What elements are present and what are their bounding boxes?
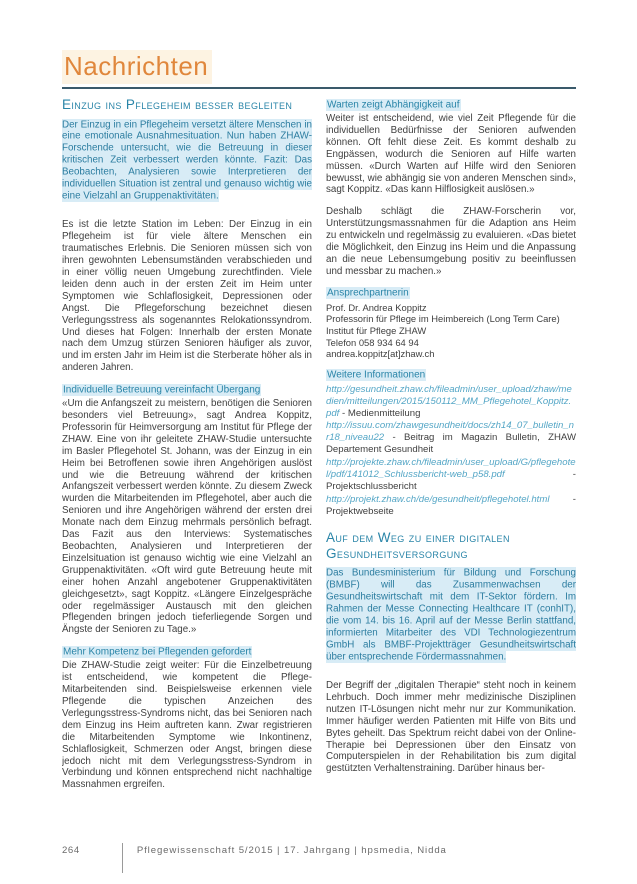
content-columns <box>62 97 576 841</box>
article1-subheading-1: Individuelle Betreuung vereinfacht Übergang <box>63 384 261 396</box>
link-label: - Beitrag im Magazin Bulletin, ZHAW Departement Gesundheit <box>326 432 576 456</box>
section-title-wrap <box>62 50 576 84</box>
page-title: Nachrichten <box>62 50 212 84</box>
title-rule <box>62 87 576 89</box>
article1-subheading-2: Mehr Kompetenz bei Pflegenden gefordert <box>63 646 252 658</box>
links-block <box>326 384 576 518</box>
link-item-bulletin <box>326 420 576 456</box>
article2-heading: Auf dem Weg zu einer digitalen Gesundheitsversorgung <box>326 529 510 561</box>
link-url[interactable]: http://issuu.com/zhawgesundheit/docs/zh14_07_bulletin_nr18_niveau22 <box>326 420 575 444</box>
article1-paragraph-5: Deshalb schlägt die ZHAW-Forscherin vor, Unterstützungsmassnahmen für die Adaption ans Heim zu entwickeln und regelmässig zu evaluieren. «Das bietet die Möglichkeit, den Einzug ins Heim und die Anpassung an die neue Lebensumgebung positiv zu beeinflussen und messbar zu machen.» <box>326 206 576 277</box>
links-heading: Weitere Informationen <box>327 369 426 381</box>
article2-paragraph-1: Der Begriff der „digitalen Therapie“ steht noch in keinem Lehrbuch. Doch immer mehr medizinische Disziplinen nutzen IT-Lösungen nicht mehr nur zur Kommunikation. Immer häufiger werden Patienten mit Hilfe von Bits und Bytes geheilt. Das Spektrum reicht dabei von der Online-Therapie bei Depressionen über den Einsatz von Computerspielen in der Rehabilitation bis zum digital gestützten Verhaltenstraining. Darüber hinaus ber- <box>326 679 576 775</box>
article1-paragraph-1: Es ist die letzte Station im Leben: Der Einzug in ein Pflegeheim ist für viele ältere Menschen ein traumatisches Erlebnis. Die Senioren müssen sich von ihren gewohnten Lebensumständen verabschieden und in einer völlig neuen Umgebung zurechtfinden. Viele leiden denn auch in der ersten Zeit im Heim unter Symptomen wie Schlaflosigkeit, Depressionen oder Angst. Die Pflegeforschung bezeichnet diesen Verlegungsstress als sogenanntes Relokationssyndrom. Und dieses hat Folgen: Innerhalb der ersten Monate nach dem Umzug stürzen Senioren häufiger als zuvor, und im ersten Jahr im Heim ist die Sterberate höher als in anderen Jahren. <box>62 219 312 374</box>
link-item-schlussbericht <box>326 457 576 493</box>
journal-info: Pflegewissenschaft 5/2015 | 17. Jahrgang | hpsmedia, Nidda <box>136 845 447 856</box>
footer-divider <box>122 843 123 873</box>
link-item-projektwebseite <box>326 494 576 518</box>
link-label: - Projektschlussbericht <box>326 469 576 492</box>
page-number: 264 <box>62 845 80 856</box>
contact-email[interactable]: andrea.koppitz[at]zhaw.ch <box>326 348 435 360</box>
link-label: - Projektwebseite <box>326 493 576 517</box>
contact-institute: Institut für Pflege ZHAW <box>326 324 427 336</box>
article2-lead: Das Bundesministerium für Bildung und Forschung (BMBF) will das Zusammenwachsen der Gesundheitswirtschaft mit dem IT-Sektor fördern. Im Rahmen der Messe Connecting Healthcare IT (conhIT), die vom 14. bis 16. April auf der Messe Berlin stattfand, informierten Mitarbeiter des VDI Technologiezentrum GmbH als BMBF-Projektträger Gesundheitswirtschaft über entsprechende Fördermassnahmen. <box>326 567 576 663</box>
article1-subheading-3: Warten zeigt Abhängigkeit auf <box>327 99 460 110</box>
link-url[interactable]: http://projekt.zhaw.ch/de/gesundheit/pflegehotel.html <box>326 493 550 505</box>
right-column <box>326 97 576 841</box>
article1-heading: Einzug ins Pflegeheim besser begleiten <box>62 97 293 112</box>
article1-paragraph-3: Die ZHAW-Studie zeigt weiter: Für die Einzelbetreuung ist entscheidend, wie kompetent die Pflege-Mitarbeitenden sind. Beispielsweise erkennen viele Pflegende die typischen Anzeichen des Verlegungsstress-Syndroms nicht, das bei Senioren nach dem Einzug ins Heim auftreten kann. Zwar registrieren die Mitarbeitenden Symptome wie Inkontinenz, Schlaflosigkeit, Schmerzen oder Angst, bringen diese jedoch nicht mit dem Verlegungsstress-Syndrom in Verbindung und können entsprechend nicht nachhaltige Massnahmen ergreifen. <box>62 660 312 791</box>
link-label: - Medienmitteilung <box>342 407 421 419</box>
contact-role: Professorin für Pflege im Heimbereich (Long Term Care) <box>326 313 560 325</box>
contact-phone: Telefon 058 934 64 94 <box>326 336 419 348</box>
article1-paragraph-2: «Um die Anfangszeit zu meistern, benötigen die Senioren besonders viel Betreuung», sagt Andrea Koppitz, Professorin für Heimversorgung am Institut für Pflege der ZHAW. Eine von ihr geleitete ZHAW-Studie untersuchte im Basler Pflegehotel St. Johann, was der Einzug in ein Heim bei Betroffenen sowie ihren Angehörigen auslöst und wie die Betreuung während der kritischen Anfangszeit verbessert werden könnte. Zu diesem Zweck wurden die Mitarbeitenden im Pflegehotel, aber auch die Senioren und ihre Angehörigen während der ersten drei Monate nach dem Einzug mehrmals persönlich befragt. Das Fazit aus den Interviews: Systematisches Beobachten, Analysieren und Interpretieren der Einzelsituation ist genauso wichtig wie eine Vielzahl an Gruppenaktivitäten. «Oft wird gute Betreuung heute mit einer hohen Anzahl angebotener Gruppenaktivitäten gleichgesetzt», sagt Koppitz. «Längere Einzelgespräche oder regelmässiger Austausch mit den gleichen Pflegenden bringen jedoch tieferliegende Sorgen und Ängste der Senioren zu Tage.» <box>62 398 312 636</box>
contact-name: Prof. Dr. Andrea Koppitz <box>326 301 427 313</box>
page-footer <box>62 843 576 875</box>
left-column <box>62 97 312 841</box>
article1-lead: Der Einzug in ein Pflegeheim versetzt ältere Menschen in eine emotionale Ausnahmesituation. Nun haben ZHAW-Forschende untersucht, wie die Betreuung in dieser kritischen Zeit verbessert werden könnte. Fazit: Das Beobachten, Analysieren sowie Interpretieren der individuellen Situation ist zentral und genauso wichtig wie eine Vielzahl an Gruppenaktivitäten. <box>62 119 312 202</box>
link-item-medienmitteilung <box>326 384 576 420</box>
contact-heading: Ansprechpartnerin <box>327 287 409 299</box>
link-url[interactable]: http://gesundheit.zhaw.ch/fileadmin/user_upload/zhaw/medien/mitteilungen/2015/150112_MM_Pflegehotel_Koppitz.pdf <box>326 383 572 419</box>
article1-paragraph-4: Weiter ist entscheidend, wie viel Zeit Pflegende für die individuellen Bedürfnisse der Senioren aufwenden können. Oft fehlt diese Zeit. Es kommt deshalb zu Engpässen, wodurch die Senioren auf Hilfe warten müssen. «Durch Warten auf Hilfe wird den Senioren bewusst, wie abhängig sie von anderen Menschen sind», sagt Koppitz. «Das kann Hilflosigkeit auslösen.» <box>326 113 576 196</box>
link-url[interactable]: http://projekte.zhaw.ch/fileadmin/user_upload/G/pflegehotel/pdf/141012_Schlussbericht-web_p58.pdf <box>326 457 576 481</box>
contact-block <box>326 302 576 360</box>
